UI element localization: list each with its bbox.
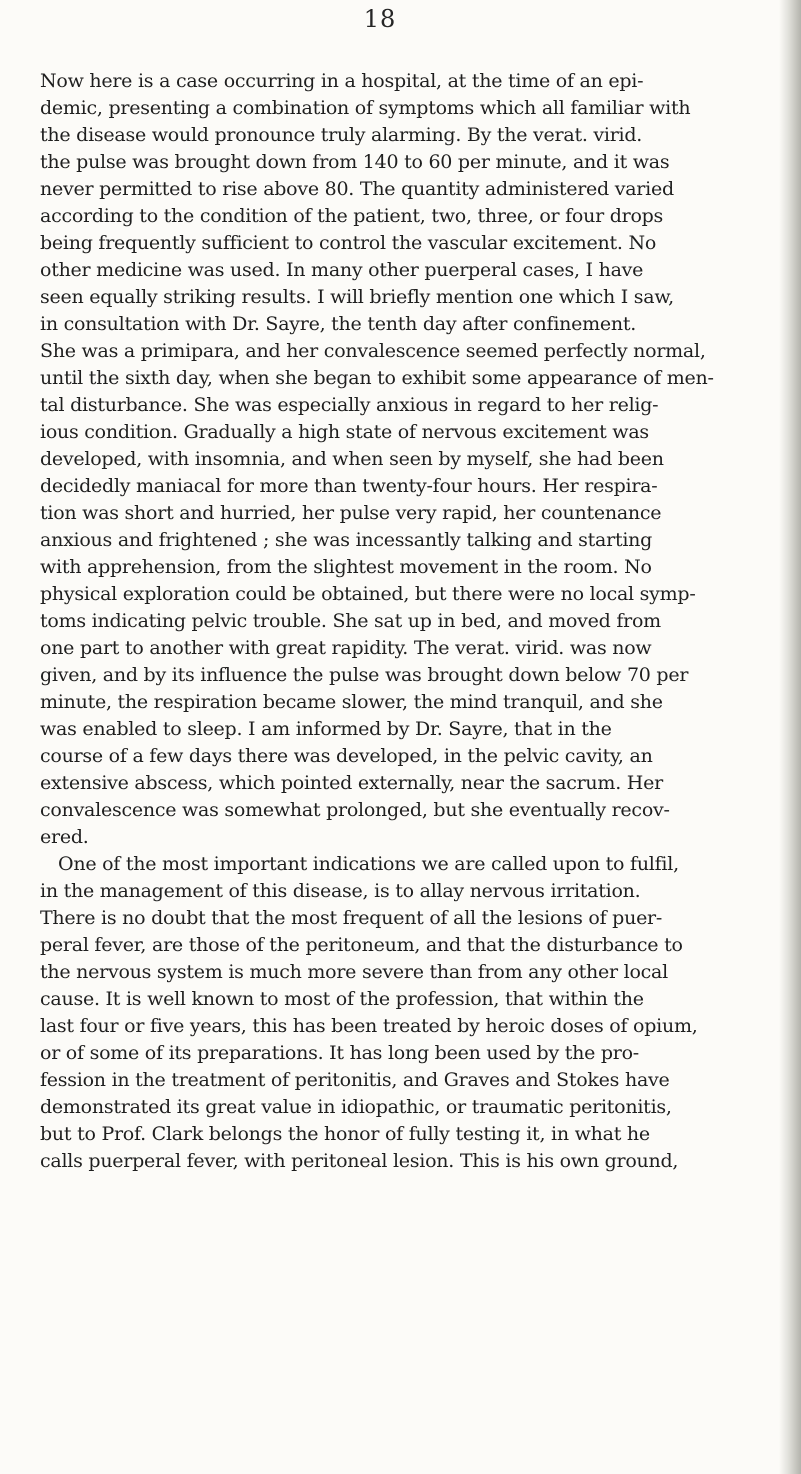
text-line: tal disturbance. She was especially anxious in regard to her relig- — [40, 394, 659, 416]
body-text — [40, 68, 792, 1175]
text-line: developed, with insomnia, and when seen by myself, she had been — [40, 448, 664, 470]
text-line: in consultation with Dr. Sayre, the tenth day after confinement. — [40, 313, 637, 335]
text-line: There is no doubt that the most frequent of all the lesions of puer- — [40, 907, 663, 929]
text-line: Now here is a case occurring in a hospital, at the time of an epi- — [40, 70, 644, 92]
text-line: was enabled to sleep. I am informed by Dr. Sayre, that in the — [40, 718, 612, 740]
text-line: last four or five years, this has been treated by heroic doses of opium, — [40, 1015, 698, 1037]
paragraph-1 — [40, 68, 792, 851]
text-line: physical exploration could be obtained, but there were no local symp- — [40, 583, 696, 605]
text-line: demic, presenting a combination of symptoms which all familiar with — [40, 97, 691, 119]
text-line: one part to another with great rapidity. The verat. virid. was now — [40, 637, 652, 659]
paragraph-2 — [40, 851, 792, 1175]
text-line: the nervous system is much more severe than from any other local — [40, 961, 668, 983]
text-line: given, and by its influence the pulse was brought down below 70 per — [40, 664, 689, 686]
text-line: ious condition. Gradually a high state of nervous excitement was — [40, 421, 649, 443]
text-line: seen equally striking results. I will briefly mention one which I saw, — [40, 286, 674, 308]
text-line: the disease would pronounce truly alarming. By the verat. virid. — [40, 124, 643, 146]
text-line: toms indicating pelvic trouble. She sat up in bed, and moved from — [40, 610, 661, 632]
text-line: according to the condition of the patient, two, three, or four drops — [40, 205, 664, 227]
text-line: tion was short and hurried, her pulse very rapid, her countenance — [40, 502, 662, 524]
text-line: fession in the treatment of peritonitis, and Graves and Stokes have — [40, 1069, 670, 1091]
text-line: other medicine was used. In many other puerperal cases, I have — [40, 259, 644, 281]
text-line: never permitted to rise above 80. The quantity administered varied — [40, 178, 674, 200]
text-line: ered. — [40, 826, 89, 848]
text-line: calls puerperal fever, with peritoneal lesion. This is his own ground, — [40, 1150, 679, 1172]
text-line: decidedly maniacal for more than twenty-four hours. Her respira- — [40, 475, 658, 497]
page-number: 18 — [363, 5, 397, 33]
text-line: convalescence was somewhat prolonged, but she eventually recov- — [40, 799, 670, 821]
text-line: cause. It is well known to most of the profession, that within the — [40, 988, 644, 1010]
text-line: She was a primipara, and her convalescence seemed perfectly normal, — [40, 340, 706, 362]
text-line: but to Prof. Clark belongs the honor of fully testing it, in what he — [40, 1123, 650, 1145]
text-line: One of the most important indications we are called upon to fulfil, — [58, 853, 679, 875]
text-line: peral fever, are those of the peritoneum, and that the disturbance to — [40, 934, 683, 956]
text-line: anxious and frightened ; she was incessantly talking and starting — [40, 529, 653, 551]
text-line: demonstrated its great value in idiopathic, or traumatic peritonitis, — [40, 1096, 672, 1118]
text-line: with apprehension, from the slightest movement in the room. No — [40, 556, 652, 578]
text-line: course of a few days there was developed, in the pelvic cavity, an — [40, 745, 653, 767]
text-line: extensive abscess, which pointed externally, near the sacrum. Her — [40, 772, 663, 794]
text-line: minute, the respiration became slower, the mind tranquil, and she — [40, 691, 663, 713]
text-line: being frequently sufficient to control the vascular excitement. No — [40, 232, 657, 254]
text-line: in the management of this disease, is to allay nervous irritation. — [40, 880, 641, 902]
text-line: or of some of its preparations. It has long been used by the pro- — [40, 1042, 639, 1064]
text-line: until the sixth day, when she began to exhibit some appearance of men- — [40, 367, 714, 389]
text-line: the pulse was brought down from 140 to 60 per minute, and it was — [40, 151, 670, 173]
